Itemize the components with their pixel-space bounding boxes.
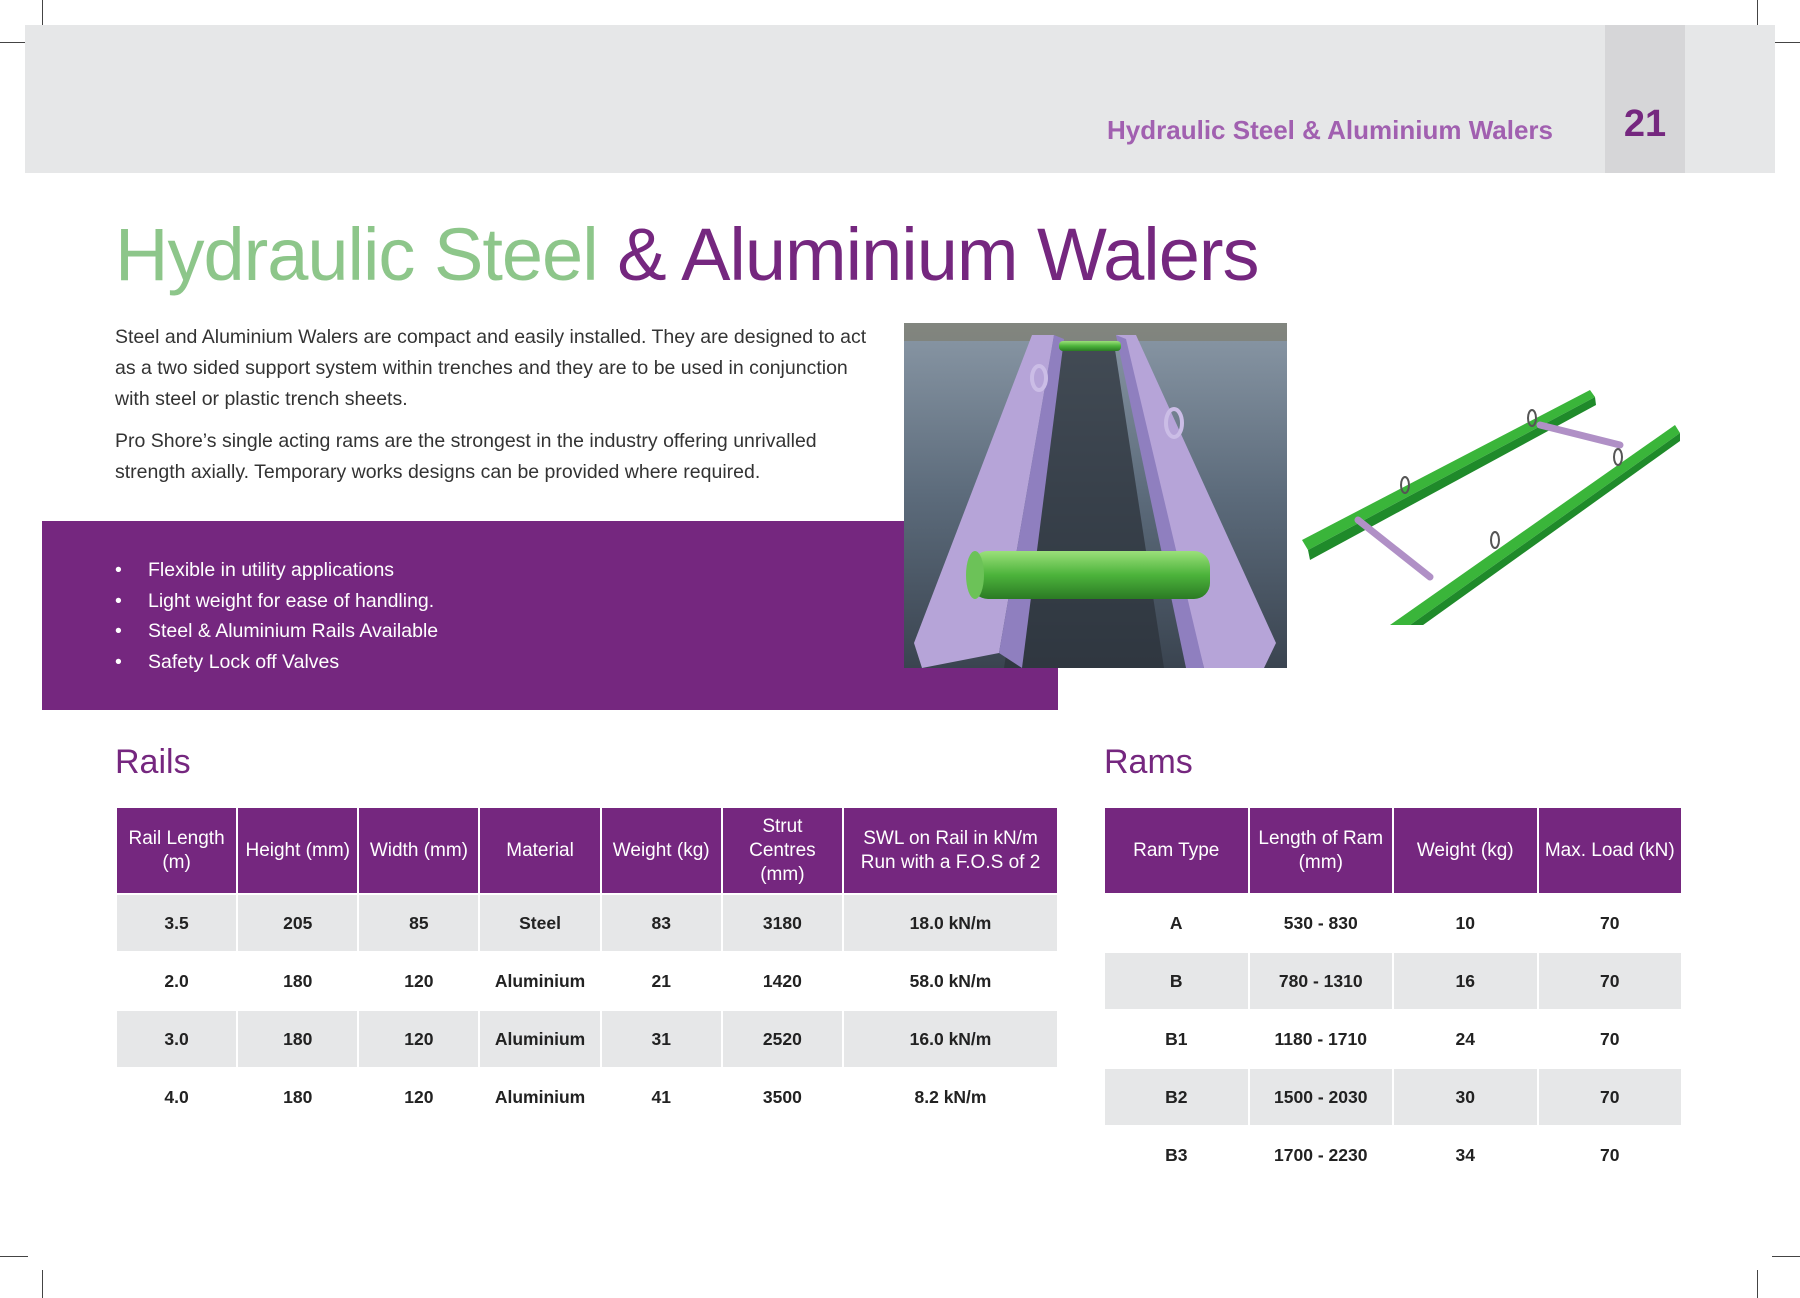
waler-render-illustration	[1300, 385, 1686, 625]
column-header: SWL on Rail in kN/m Run with a F.O.S of 2	[843, 807, 1058, 894]
table-cell: B3	[1104, 1126, 1249, 1184]
bullet-icon: •	[115, 589, 122, 612]
crop-mark	[1757, 1270, 1758, 1298]
table-cell: 2520	[722, 1010, 843, 1068]
table-cell: Aluminium	[479, 1068, 600, 1126]
table-row	[116, 952, 1058, 1010]
intro-paragraph: Pro Shore’s single acting rams are the strongest in the industry offering unrivalled strength axially. Temporary works designs can be provided where required.	[115, 430, 817, 483]
rails-table	[115, 806, 1059, 1127]
table-cell: Steel	[479, 894, 600, 952]
feature-item	[115, 616, 438, 647]
feature-item	[115, 555, 438, 586]
table-cell: 70	[1538, 1126, 1683, 1184]
table-cell: 1700 - 2230	[1249, 1126, 1394, 1184]
table-header-row	[116, 807, 1058, 894]
table-row	[116, 1068, 1058, 1126]
column-header: Width (mm)	[358, 807, 479, 894]
table-cell: 2.0	[116, 952, 237, 1010]
table-row	[1104, 1068, 1682, 1126]
feature-text: Flexible in utility applications	[148, 559, 395, 581]
feature-item	[115, 647, 438, 678]
table-cell: 70	[1538, 952, 1683, 1010]
table-cell: Aluminium	[479, 1010, 600, 1068]
crop-mark	[1772, 42, 1800, 43]
crop-mark	[42, 1270, 43, 1298]
table-cell: B2	[1104, 1068, 1249, 1126]
table-cell: 4.0	[116, 1068, 237, 1126]
table-cell: 1420	[722, 952, 843, 1010]
table-cell: 3.0	[116, 1010, 237, 1068]
table-cell: 41	[601, 1068, 722, 1126]
bullet-icon: •	[115, 650, 122, 673]
table-cell: B1	[1104, 1010, 1249, 1068]
page-title	[115, 212, 1259, 297]
table-cell: 70	[1538, 1068, 1683, 1126]
feature-text: Safety Lock off Valves	[148, 650, 340, 673]
table-cell: 31	[601, 1010, 722, 1068]
feature-text: Light weight for ease of handling.	[148, 589, 435, 612]
table-row	[116, 894, 1058, 952]
page-title-part-purple: & Aluminium Walers	[617, 213, 1259, 296]
column-header: Weight (kg)	[601, 807, 722, 894]
page-number-box	[1605, 25, 1685, 173]
rams-section-title: Rams	[1104, 743, 1193, 781]
rails-section-title: Rails	[115, 743, 191, 781]
table-row	[1104, 1126, 1682, 1184]
bullet-icon: •	[115, 620, 122, 642]
table-cell: 10	[1393, 894, 1538, 952]
table-cell: 1500 - 2030	[1249, 1068, 1394, 1126]
page-number: 21	[1623, 103, 1667, 145]
table-row	[1104, 1010, 1682, 1068]
table-cell: 180	[237, 952, 358, 1010]
rams-table	[1103, 806, 1683, 1185]
table-cell: 85	[358, 894, 479, 952]
table-row	[1104, 894, 1682, 952]
column-header: Ram Type	[1104, 807, 1249, 894]
table-cell: B	[1104, 952, 1249, 1010]
page-title-part-green: Hydraulic Steel	[115, 213, 598, 296]
table-cell: 16.0 kN/m	[843, 1010, 1058, 1068]
table-cell: 70	[1538, 1010, 1683, 1068]
table-cell: 3500	[722, 1068, 843, 1126]
table-cell: 120	[358, 1068, 479, 1126]
table-cell: 780 - 1310	[1249, 952, 1394, 1010]
table-cell: 21	[601, 952, 722, 1010]
table-cell: 180	[237, 1068, 358, 1126]
waler-photo-illustration	[904, 323, 1287, 668]
table-cell: 1180 - 1710	[1249, 1010, 1394, 1068]
column-header: Max. Load (kN)	[1538, 807, 1683, 894]
table-header-row	[1104, 807, 1682, 894]
waler-photo	[904, 323, 1287, 668]
waler-render	[1300, 385, 1686, 625]
intro-paragraph: Steel and Aluminium Walers are compact and easily installed. They are designed to act as a two sided support system within trenches and they are to be used in conjunction with steel or plastic trench sheets.	[115, 326, 867, 410]
table-cell: 30	[1393, 1068, 1538, 1126]
table-cell: 83	[601, 894, 722, 952]
table-cell: 34	[1393, 1126, 1538, 1184]
column-header: Strut Centres (mm)	[722, 807, 843, 894]
running-title: Hydraulic Steel & Aluminium Walers	[1107, 115, 1553, 145]
table-cell: 8.2 kN/m	[843, 1068, 1058, 1126]
column-header: Height (mm)	[237, 807, 358, 894]
table-cell: 16	[1393, 952, 1538, 1010]
column-header: Weight (kg)	[1393, 807, 1538, 894]
table-cell: 530 - 830	[1249, 894, 1394, 952]
crop-mark	[0, 42, 28, 43]
table-cell: 205	[237, 894, 358, 952]
crop-mark	[42, 0, 43, 28]
table-cell: 3180	[722, 894, 843, 952]
table-cell: A	[1104, 894, 1249, 952]
table-row	[116, 1010, 1058, 1068]
table-row	[1104, 952, 1682, 1010]
column-header: Rail Length (m)	[116, 807, 237, 894]
table-cell: 120	[358, 1010, 479, 1068]
table-cell: Aluminium	[479, 952, 600, 1010]
table-cell: 120	[358, 952, 479, 1010]
crop-mark	[1757, 0, 1758, 28]
crop-mark	[0, 1256, 28, 1257]
features-list	[115, 555, 438, 677]
feature-text: Steel & Aluminium Rails Available	[148, 620, 439, 642]
crop-mark	[1772, 1256, 1800, 1257]
feature-item	[115, 586, 438, 617]
table-cell: 18.0 kN/m	[843, 894, 1058, 952]
table-cell: 58.0 kN/m	[843, 952, 1058, 1010]
header-band	[25, 25, 1775, 173]
table-cell: 3.5	[116, 894, 237, 952]
bullet-icon: •	[115, 559, 122, 581]
table-cell: 180	[237, 1010, 358, 1068]
column-header: Material	[479, 807, 600, 894]
table-cell: 70	[1538, 894, 1683, 952]
column-header: Length of Ram (mm)	[1249, 807, 1394, 894]
table-cell: 24	[1393, 1010, 1538, 1068]
